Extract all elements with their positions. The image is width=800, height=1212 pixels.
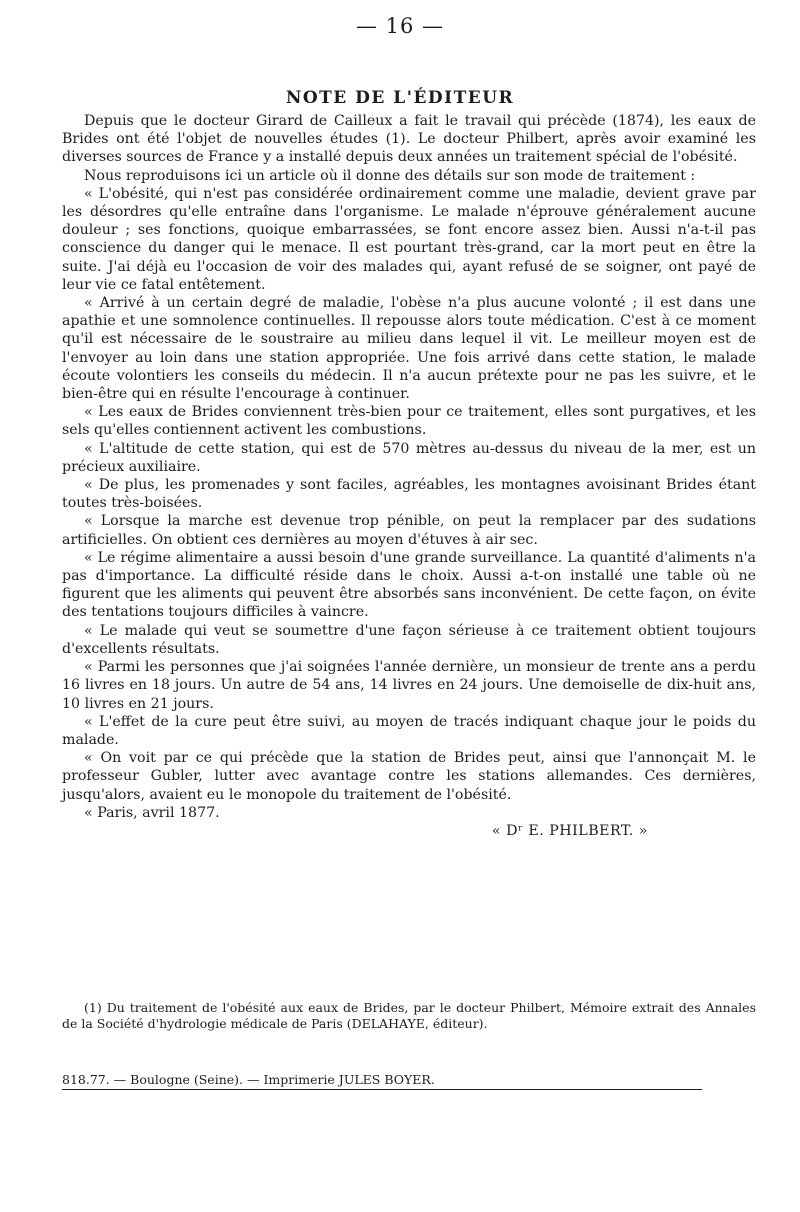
paragraph: « L'effet de la cure peut être suivi, au moyen de tracés indiquant chaque jour le poids du malade. [62,713,756,748]
paragraph: « De plus, les promenades y sont faciles, agréables, les montagnes avoisinant Brides étant toutes très-boisées. [62,477,756,512]
printer-imprint: 818.77. — Boulogne (Seine). — Imprimerie JULES BOYER. [62,1072,702,1090]
paragraph: « Lorsque la marche est devenue trop pénible, on peut la remplacer par des sudations artificielles. On obtient ces dernières au moyen d'étuves à air sec. [62,513,756,548]
page-number: — 16 — [355,14,445,38]
paragraph: « Arrivé à un certain degré de maladie, l'obèse n'a plus aucune volonté ; il est dans une apathie et une somnolence continuelles. Il repousse alors toute médication. C'est à ce moment qu'il est nécessaire de le soustraire au milieu dans lequel il vit. Le meilleur moyen est de l'envoyer au loin dans une station appropriée. Une fois arrivé dans cette station, le malade écoute volontiers les conseils du médecin. Il n'a aucun prétexte pour ne pas les suivre, et le bien-être qui en résulte l'encourage à continuer. [62,295,756,403]
paragraph: « L'altitude de cette station, qui est de 570 mètres au-dessus du niveau de la mer, est un précieux auxiliaire. [62,440,756,475]
paragraph: Depuis que le docteur Girard de Cailleux a fait le travail qui précède (1874), les eaux de Brides ont été l'objet de nouvelles études (1). Le docteur Philbert, après avoir examiné les diverses sources de France y a installé depuis deux années un traitement spécial de l'obésité. [62,113,756,166]
footnote [62,1000,756,1033]
section-heading: NOTE DE L'ÉDITEUR [285,88,515,108]
paragraph: « Parmi les personnes que j'ai soignées l'année dernière, un monsieur de trente ans a perdu 16 livres en 18 jours. Un autre de 54 ans, 14 livres en 24 jours. Une demoiselle de dix-huit ans, 10 livres en 21 jours. [62,659,756,712]
footnote-text: (1) Du traitement de l'obésité aux eaux de Brides, par le docteur Philbert, Mémoire extrait des Annales de la Société d'hydrologie médicale de Paris (DELAHAYE, éditeur). [62,1000,756,1032]
signature: « Dʳ E. PHILBERT. » [491,822,648,839]
dateline: « Paris, avril 1877. [84,804,220,821]
paragraph: « Les eaux de Brides conviennent très-bien pour ce traitement, elles sont purgatives, et les sels qu'elles contiennent activent les combustions. [62,404,756,439]
paragraph: Nous reproduisons ici un article où il donne des détails sur son mode de traitement : [84,167,696,184]
paragraph: « Le malade qui veut se soumettre d'une façon sérieuse à ce traitement obtient toujours d'excellents résultats. [62,622,756,657]
paragraph: « L'obésité, qui n'est pas considérée ordinairement comme une maladie, devient grave par les désordres qu'elle entraîne dans l'organisme. Le malade n'éprouve généralement aucune douleur ; ses fonctions, quoique embarrassées, se font encore assez bien. Aussi n'a-t-il pas conscience du danger qui le menace. Il est pourtant très-grand, car la mort peut en être la suite. J'ai déjà eu l'occasion de voir des malades qui, ayant refusé de se soigner, ont payé de leur vie ce fatal entêtement. [62,185,756,293]
note-body [62,112,756,840]
paragraph: « On voit par ce qui précède que la station de Brides peut, ainsi que l'annonçait M. le professeur Gubler, lutter avec avantage contre les stations allemandes. Ces dernières, jusqu'alors, avaient eu le monopole du traitement de l'obésité. [62,750,756,803]
paragraph: « Le régime alimentaire a aussi besoin d'une grande surveillance. La quantité d'aliments n'a pas d'importance. La difficulté réside dans le choix. Aussi a-t-on installé une table où ne figurent que les aliments qui peuvent être absorbés sans inconvénient. De cette façon, on évite des tentations toujours difficiles à vaincre. [62,549,756,621]
